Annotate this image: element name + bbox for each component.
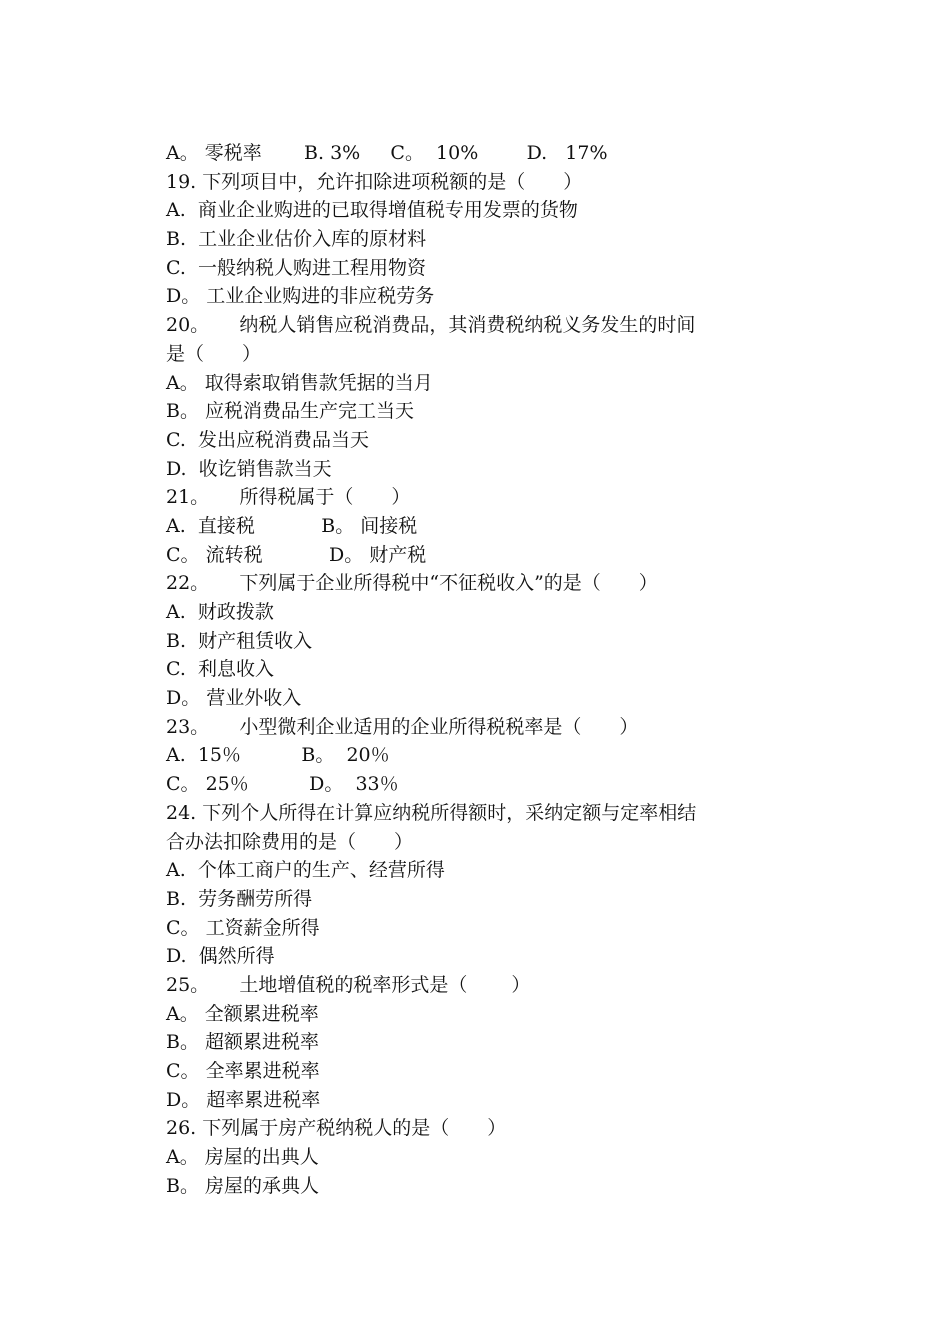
option-26-a: A。 房屋的出典人 (166, 1146, 319, 1169)
question-20-cont: 是（ ） (166, 342, 262, 365)
options-23-ab: A. 15％ B。 20％ (166, 744, 390, 767)
option-22-c: C. 利息收入 (166, 658, 274, 681)
options-21-cd: C。 流转税 D。 财产税 (166, 543, 427, 566)
option-25-b: B。 超额累进税率 (166, 1031, 320, 1054)
question-19: 19. 下列项目中，允许扣除进项税额的是（ ） (166, 170, 583, 193)
option-19-d: D。 工业企业购进的非应税劳务 (166, 285, 435, 308)
option-20-d: D. 收讫销售款当天 (166, 457, 332, 480)
option-22-b: B. 财产租赁收入 (166, 629, 313, 652)
option-24-b: B. 劳务酬劳所得 (166, 887, 313, 910)
option-25-c: C。 全率累进税率 (166, 1060, 320, 1082)
options-23-cd: C。 25％ D。 33％ (166, 773, 399, 796)
question-22: 22。 下列属于企业所得税中“不征税收入”的是（ ） (166, 572, 658, 595)
option-19-a: A. 商业企业购进的已取得增值税专用发票的货物 (166, 199, 578, 222)
option-20-b: B。 应税消费品生产完工当天 (166, 400, 415, 423)
options-line-18: A。 零税率 B. 3% C。 10% D. 17% (166, 142, 608, 164)
option-26-b: B。 房屋的承典人 (166, 1174, 320, 1197)
option-25-a: A。 全额累进税率 (166, 1002, 319, 1025)
option-19-b: B. 工业企业估价入库的原材料 (166, 228, 427, 251)
question-24-cont: 合办法扣除费用的是（ ） (166, 830, 414, 853)
question-23: 23。 小型微利企业适用的企业所得税税率是（ ） (166, 715, 639, 738)
option-24-d: D. 偶然所得 (166, 945, 275, 968)
option-19-c: C. 一般纳税人购进工程用物资 (166, 256, 426, 279)
option-20-c: C. 发出应税消费品当天 (166, 428, 369, 451)
option-20-a: A。 取得索取销售款凭据的当月 (166, 371, 433, 394)
option-24-a: A. 个体工商户的生产、经营所得 (166, 859, 445, 882)
option-25-d: D。 超率累进税率 (166, 1088, 321, 1111)
options-21-ab: A. 直接税 B。 间接税 (166, 514, 418, 537)
option-22-d: D。 营业外收入 (166, 687, 302, 710)
question-20: 20。 纳税人销售应税消费品，其消费税纳税义务发生的时间 (166, 314, 696, 337)
option-24-c: C。 工资薪金所得 (166, 916, 320, 939)
question-list (166, 139, 806, 1200)
option-22-a: A. 财政拨款 (166, 601, 274, 623)
question-26: 26. 下列属于房产税纳税人的是（ ） (166, 1117, 507, 1140)
question-21: 21。 所得税属于（ ） (166, 486, 411, 509)
question-25: 25。 土地增值税的税率形式是（ ） (166, 973, 531, 996)
question-24: 24. 下列个人所得在计算应纳税所得额时，采纳定额与定率相结 (166, 801, 697, 824)
